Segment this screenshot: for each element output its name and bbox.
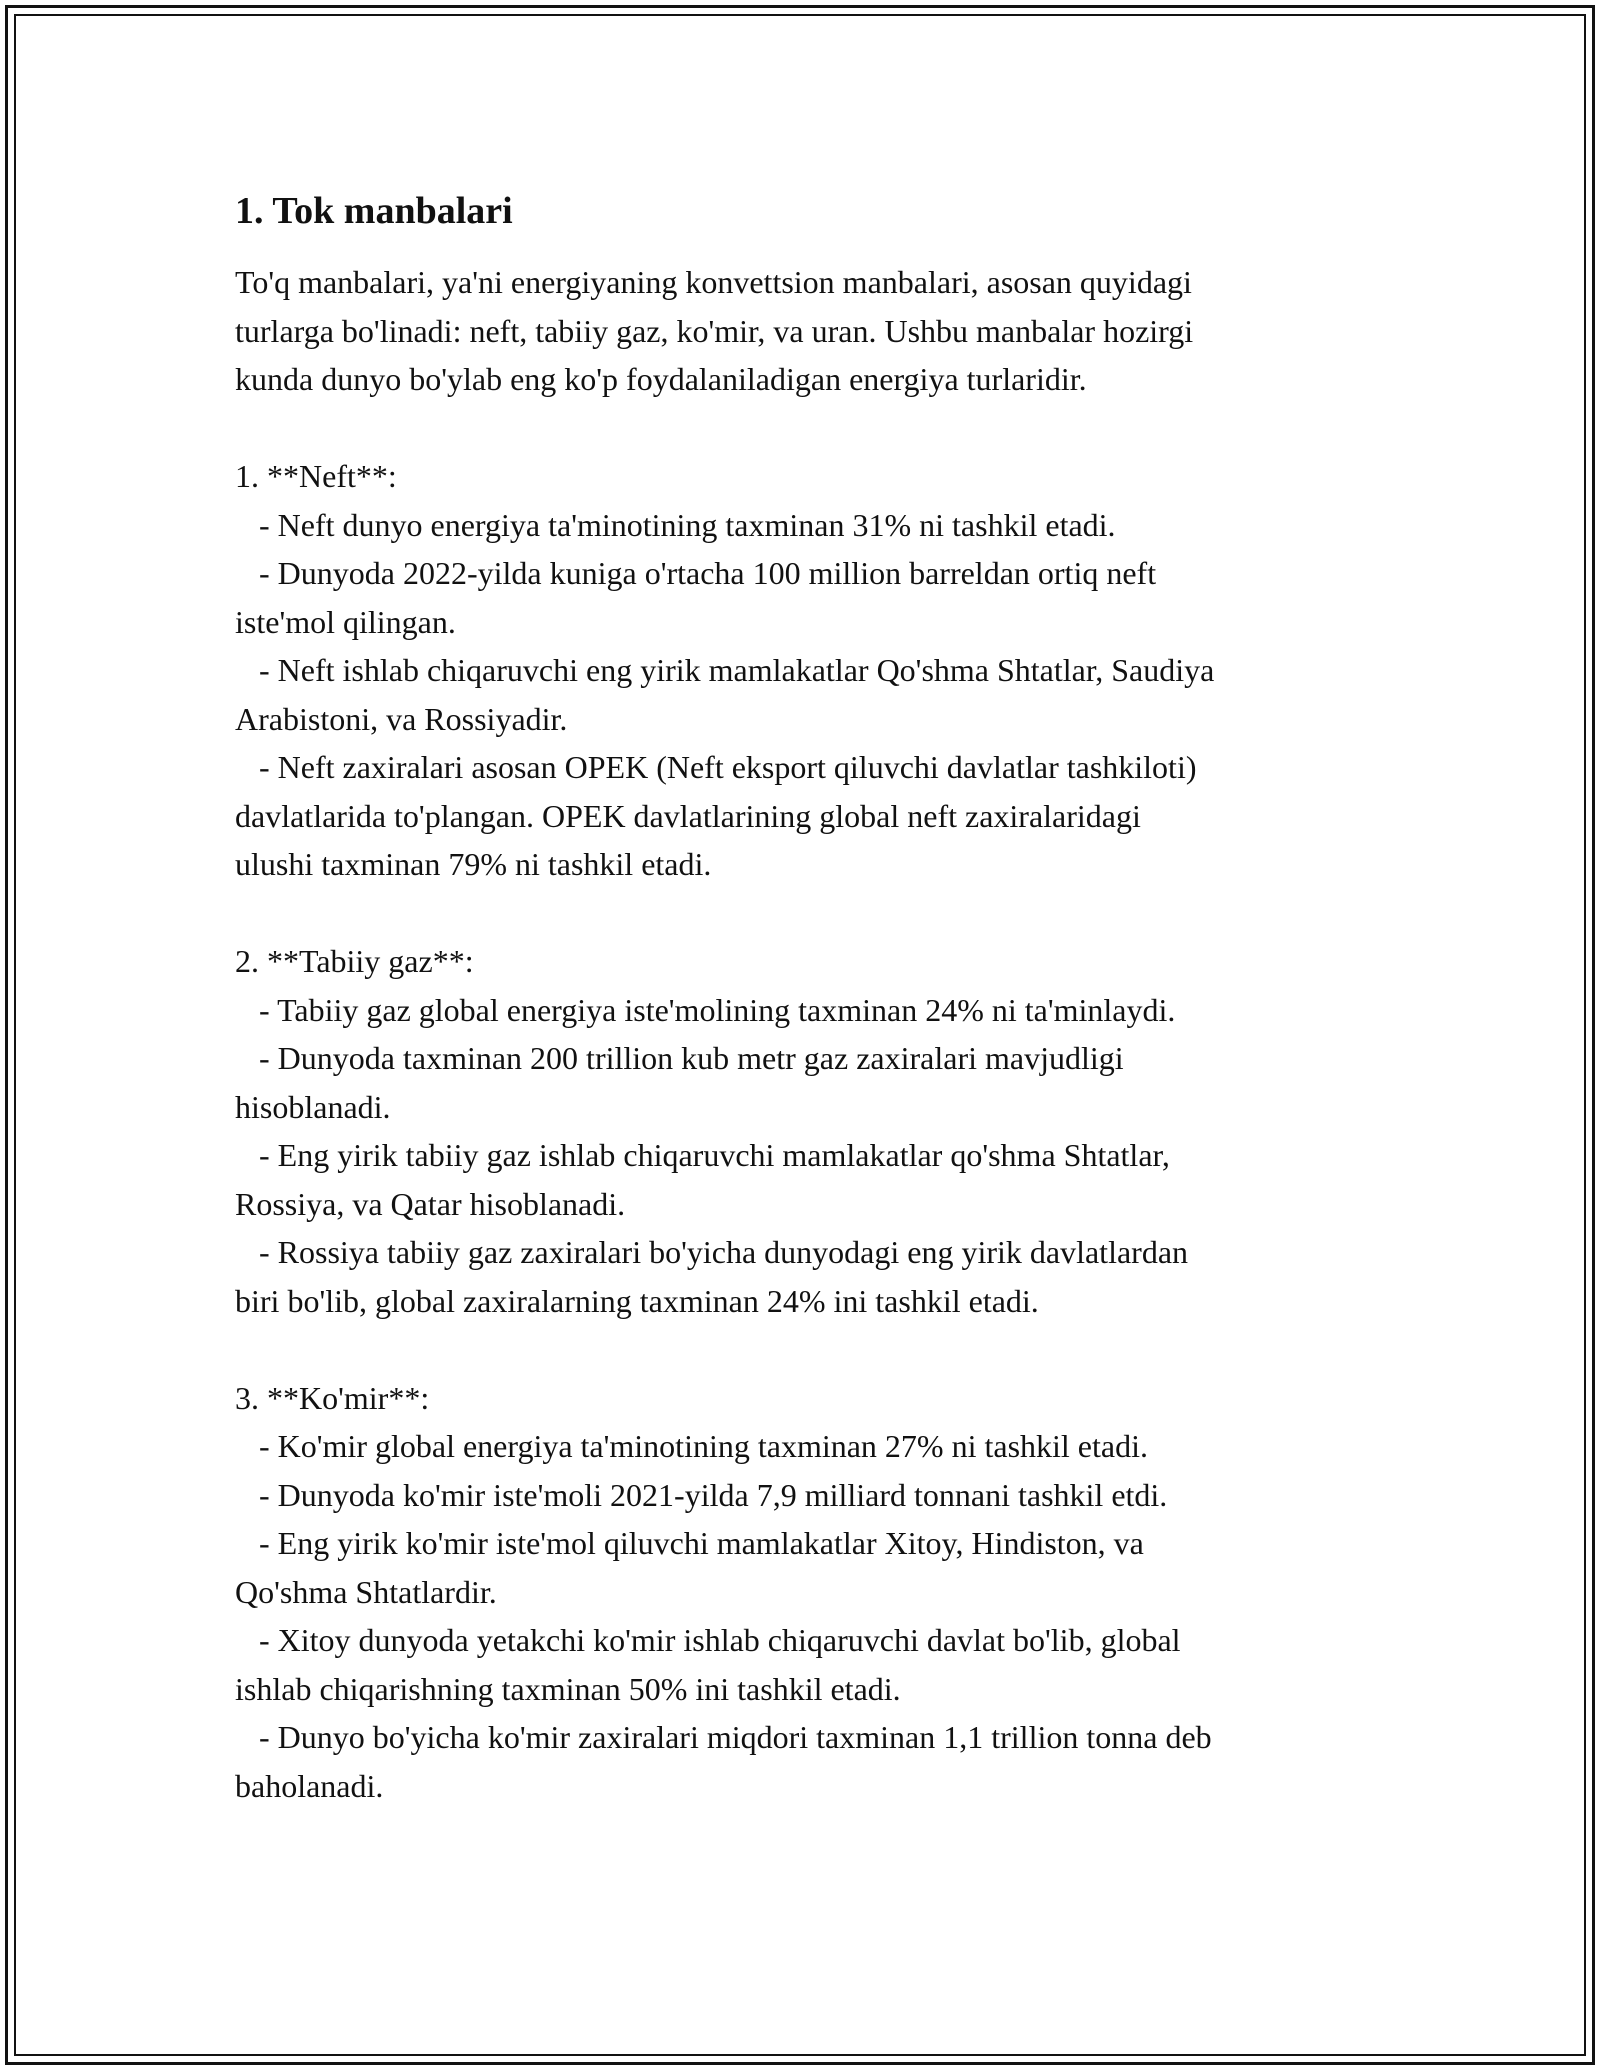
intro-line: To'q manbalari, ya'ni energiyaning konvettsion manbalari, asosan quyidagi xyxy=(235,264,1192,300)
list-line: - Neft zaxiralari asosan OPEK (Neft eksport qiluvchi davlatlar tashkiloti) xyxy=(235,749,1197,785)
section-title: 3. **Ko'mir**: xyxy=(235,1379,430,1416)
list-line: - Xitoy dunyoda yetakchi ko'mir ishlab chiqaruvchi davlat bo'lib, global xyxy=(235,1622,1181,1658)
list-line: - Dunyoda ko'mir iste'moli 2021-yilda 7,9 milliard tonnani tashkil etdi. xyxy=(235,1476,1168,1513)
list-line: - Tabiiy gaz global energiya iste'molining taxminan 24% ni ta'minlaydi. xyxy=(235,991,1176,1028)
list-line: - Dunyo bo'yicha ko'mir zaxiralari miqdori taxminan 1,1 trillion tonna deb xyxy=(235,1719,1212,1755)
list-line: - Eng yirik tabiiy gaz ishlab chiqaruvchi mamlakatlar qo'shma Shtatlar, xyxy=(235,1137,1170,1173)
list-line: - Eng yirik ko'mir iste'mol qiluvchi mamlakatlar Xitoy, Hindiston, va xyxy=(235,1525,1144,1561)
intro-line: kunda dunyo bo'ylab eng ko'p foydalaniladigan energiya turlaridir. xyxy=(235,361,1087,397)
blank-line xyxy=(235,1325,1375,1374)
list-line: hisoblanadi. xyxy=(235,1088,391,1125)
list-line: - Ko'mir global energiya ta'minotining taxminan 27% ni tashkil etadi. xyxy=(235,1428,1148,1464)
section-heading: 1. Tok manbalari xyxy=(235,190,513,232)
list-line: ulushi taxminan 79% ni tashkil etadi. xyxy=(235,846,712,882)
section-title: 2. **Tabiiy gaz**: xyxy=(235,943,474,979)
list-line: baholanadi. xyxy=(235,1767,384,1804)
list-line: Rossiya, va Qatar hisoblanadi. xyxy=(235,1185,626,1222)
list-line: ishlab chiqarishning taxminan 50% ini tashkil etadi. xyxy=(235,1670,901,1707)
list-line: - Dunyoda 2022-yilda kuniga o'rtacha 100 million barreldan ortiq neft xyxy=(235,555,1157,591)
blank-line xyxy=(235,404,1375,453)
section-tabiiy-gaz xyxy=(235,937,1375,1325)
list-line: Qo'shma Shtatlardir. xyxy=(235,1573,497,1610)
intro-paragraph xyxy=(235,258,1375,404)
list-line: - Neft ishlab chiqaruvchi eng yirik mamlakatlar Qo'shma Shtatlar, Saudiya xyxy=(235,652,1215,688)
section-title: 1. **Neft**: xyxy=(235,458,397,494)
blank-line xyxy=(235,889,1375,938)
list-line: biri bo'lib, global zaxiralarning taxminan 24% ini tashkil etadi. xyxy=(235,1282,1039,1319)
list-line: davlatlarida to'plangan. OPEK davlatlarining global neft zaxiralaridagi xyxy=(235,797,1141,834)
list-line: iste'mol qilingan. xyxy=(235,603,456,640)
document-body xyxy=(235,186,1375,1810)
list-line: Arabistoni, va Rossiyadir. xyxy=(235,700,568,737)
section-komir xyxy=(235,1374,1375,1811)
list-line: - Dunyoda taxminan 200 trillion kub metr gaz zaxiralari mavjudligi xyxy=(235,1040,1124,1076)
intro-line: turlarga bo'linadi: neft, tabiiy gaz, ko'mir, va uran. Ushbu manbalar hozirgi xyxy=(235,312,1194,349)
list-line: - Neft dunyo energiya ta'minotining taxminan 31% ni tashkil etadi. xyxy=(235,506,1116,543)
section-neft xyxy=(235,452,1375,889)
list-line: - Rossiya tabiiy gaz zaxiralari bo'yicha dunyodagi eng yirik davlatlardan xyxy=(235,1234,1189,1270)
